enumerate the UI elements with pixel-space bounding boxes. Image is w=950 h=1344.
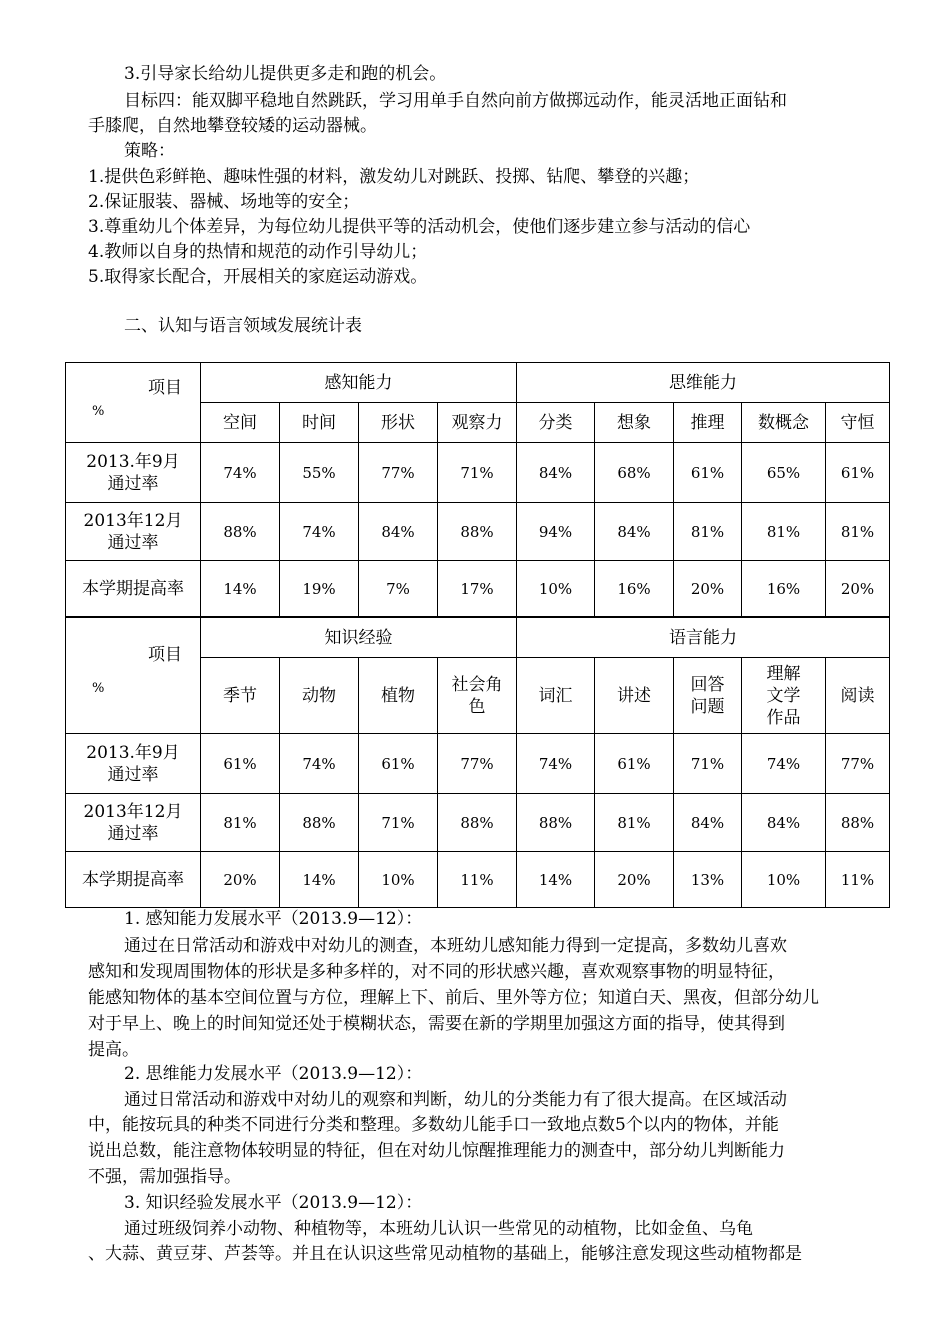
group-header: 思维能力 — [517, 363, 890, 403]
column-header: 守恒 — [826, 403, 890, 443]
row-label: 2013.年9月 通过率 — [66, 734, 201, 794]
column-header: 数概念 — [742, 403, 826, 443]
paragraph-line: 说出总数，能注意物体较明显的特征，但在对幼儿惊醒推理能力的测查中，部分幼儿判断能力 — [88, 1141, 785, 1161]
column-header: 分类 — [517, 403, 595, 443]
column-header: 理解 文学 作品 — [742, 658, 826, 734]
table-cell: 81% — [595, 794, 674, 852]
column-header: 推理 — [674, 403, 742, 443]
row-label: 2013年12月 通过率 — [66, 503, 201, 561]
column-header: 想象 — [595, 403, 674, 443]
goal-line-continued: 手膝爬，自然地攀登较矮的运动器械。 — [88, 116, 377, 136]
table-cell: 61% — [826, 443, 890, 503]
table-cell: 84% — [595, 503, 674, 561]
paragraph-line: 通过日常活动和游戏中对幼儿的观察和判断，幼儿的分类能力有了很大提高。在区域活动 — [124, 1090, 787, 1110]
table-cell: 88% — [438, 503, 517, 561]
group-header: 感知能力 — [201, 363, 517, 403]
row-label: 本学期提高率 — [66, 561, 201, 617]
table-cell: 81% — [826, 503, 890, 561]
table-cell: 94% — [517, 503, 595, 561]
table-cell: 81% — [201, 794, 280, 852]
stats-table-2 — [65, 617, 890, 908]
table-cell: 55% — [280, 443, 359, 503]
table-cell: 71% — [438, 443, 517, 503]
strategy-line: 2.保证服装、器械、场地等的安全； — [88, 192, 360, 212]
table-cell: 10% — [742, 852, 826, 908]
table-cell: 74% — [742, 734, 826, 794]
table-cell: 20% — [826, 561, 890, 617]
column-header: 词汇 — [517, 658, 595, 734]
table-cell: 74% — [201, 443, 280, 503]
paragraph-line: 不强，需加强指导。 — [88, 1167, 241, 1187]
table-cell: 88% — [280, 794, 359, 852]
table-cell: 84% — [674, 794, 742, 852]
table-row — [66, 852, 890, 908]
column-header: 植物 — [359, 658, 438, 734]
table-cell: 11% — [438, 852, 517, 908]
column-header: 阅读 — [826, 658, 890, 734]
table-cell: 71% — [674, 734, 742, 794]
column-header: 讲述 — [595, 658, 674, 734]
table-cell: 84% — [742, 794, 826, 852]
table-cell: 14% — [517, 852, 595, 908]
header-item-label: 项目 — [148, 645, 182, 665]
table-cell: 7% — [359, 561, 438, 617]
table-cell: 88% — [201, 503, 280, 561]
table-cell: 74% — [280, 734, 359, 794]
table-cell: 10% — [359, 852, 438, 908]
table-row — [66, 561, 890, 617]
table-row — [66, 794, 890, 852]
paragraph-line: 感知和发现周围物体的形状是多种多样的，对不同的形状感兴趣，喜欢观察事物的明显特征， — [88, 962, 785, 982]
row-label: 2013年12月 通过率 — [66, 794, 201, 852]
table-cell: 74% — [280, 503, 359, 561]
table-cell: 14% — [280, 852, 359, 908]
table-cell: 74% — [517, 734, 595, 794]
header-unit-label: % — [92, 404, 105, 419]
table-cell: 17% — [438, 561, 517, 617]
subsection-heading: 2. 思维能力发展水平（2013.9—12）： — [124, 1064, 423, 1084]
strategy-line: 5.取得家长配合，开展相关的家庭运动游戏。 — [88, 267, 428, 287]
table-cell: 77% — [359, 443, 438, 503]
paragraph-line: 对于早上、晚上的时间知觉还处于模糊状态，需要在新的学期里加强这方面的指导，使其得到 — [88, 1014, 785, 1034]
paragraph-line: 、大蒜、黄豆芽、芦荟等。并且在认识这些常见动植物的基础上，能够注意发现这些动植物都是 — [88, 1244, 802, 1264]
group-header: 知识经验 — [201, 618, 517, 658]
table-cell: 16% — [742, 561, 826, 617]
table-cell: 84% — [359, 503, 438, 561]
table-cell: 88% — [517, 794, 595, 852]
paragraph-line: 能感知物体的基本空间位置与方位，理解上下、前后、里外等方位；知道白天、黑夜，但部分幼儿 — [88, 988, 819, 1008]
table-cell: 19% — [280, 561, 359, 617]
table-cell: 65% — [742, 443, 826, 503]
column-header: 动物 — [280, 658, 359, 734]
table-row — [66, 503, 890, 561]
paragraph-line: 中，能按玩具的种类不同进行分类和整理。多数幼儿能手口一致地点数5个以内的物体，并能 — [88, 1115, 779, 1135]
table-cell: 77% — [826, 734, 890, 794]
table-cell: 68% — [595, 443, 674, 503]
table-cell: 11% — [826, 852, 890, 908]
table-cell: 20% — [674, 561, 742, 617]
table-cell: 88% — [438, 794, 517, 852]
paragraph-line: 提高。 — [88, 1040, 139, 1060]
table-cell: 61% — [359, 734, 438, 794]
paragraph-line: 通过班级饲养小动物、种植物等，本班幼儿认识一些常见的动植物，比如金鱼、乌龟 — [124, 1219, 753, 1239]
table-cell: 14% — [201, 561, 280, 617]
stats-table-1 — [65, 362, 890, 617]
column-header: 时间 — [280, 403, 359, 443]
column-header: 回答 问题 — [674, 658, 742, 734]
subsection-heading: 1. 感知能力发展水平（2013.9—12）： — [124, 909, 423, 929]
group-header: 语言能力 — [517, 618, 890, 658]
table-cell: 13% — [674, 852, 742, 908]
strategy-line: 3.尊重幼儿个体差异，为每位幼儿提供平等的活动机会，使他们逐步建立参与活动的信心 — [88, 217, 751, 237]
table-cell: 20% — [201, 852, 280, 908]
paragraph-line: 通过在日常活动和游戏中对幼儿的测查，本班幼儿感知能力得到一定提高，多数幼儿喜欢 — [124, 936, 787, 956]
table-cell: 20% — [595, 852, 674, 908]
table-cell: 61% — [674, 443, 742, 503]
row-label: 2013.年9月 通过率 — [66, 443, 201, 503]
header-item-label: 项目 — [148, 378, 182, 398]
strategy-line: 3.引导家长给幼儿提供更多走和跑的机会。 — [124, 64, 447, 84]
table-cell: 81% — [674, 503, 742, 561]
table-cell: 71% — [359, 794, 438, 852]
table-cell: 61% — [595, 734, 674, 794]
table-cell: 77% — [438, 734, 517, 794]
strategy-line: 1.提供色彩鲜艳、趣味性强的材料，激发幼儿对跳跃、投掷、钻爬、攀登的兴趣； — [88, 167, 700, 187]
table-cell: 88% — [826, 794, 890, 852]
table-cell: 61% — [201, 734, 280, 794]
column-header: 社会角 色 — [438, 658, 517, 734]
header-unit-label: % — [92, 681, 105, 696]
table-row — [66, 734, 890, 794]
strategy-heading: 策略： — [124, 141, 175, 161]
table-cell: 16% — [595, 561, 674, 617]
table-cell: 84% — [517, 443, 595, 503]
subsection-heading: 3. 知识经验发展水平（2013.9—12）： — [124, 1193, 423, 1213]
row-label: 本学期提高率 — [66, 852, 201, 908]
strategy-line: 4.教师以自身的热情和规范的动作引导幼儿； — [88, 242, 428, 262]
column-header: 观察力 — [438, 403, 517, 443]
header-item-cell — [66, 618, 201, 734]
table-cell: 10% — [517, 561, 595, 617]
goal-line: 目标四：能双脚平稳地自然跳跃，学习用单手自然向前方做掷远动作，能灵活地正面钻和 — [124, 91, 787, 111]
column-header: 空间 — [201, 403, 280, 443]
table-row — [66, 443, 890, 503]
section-title: 二、认知与语言领域发展统计表 — [124, 316, 362, 336]
header-item-cell — [66, 363, 201, 443]
table-cell: 81% — [742, 503, 826, 561]
column-header: 形状 — [359, 403, 438, 443]
column-header: 季节 — [201, 658, 280, 734]
